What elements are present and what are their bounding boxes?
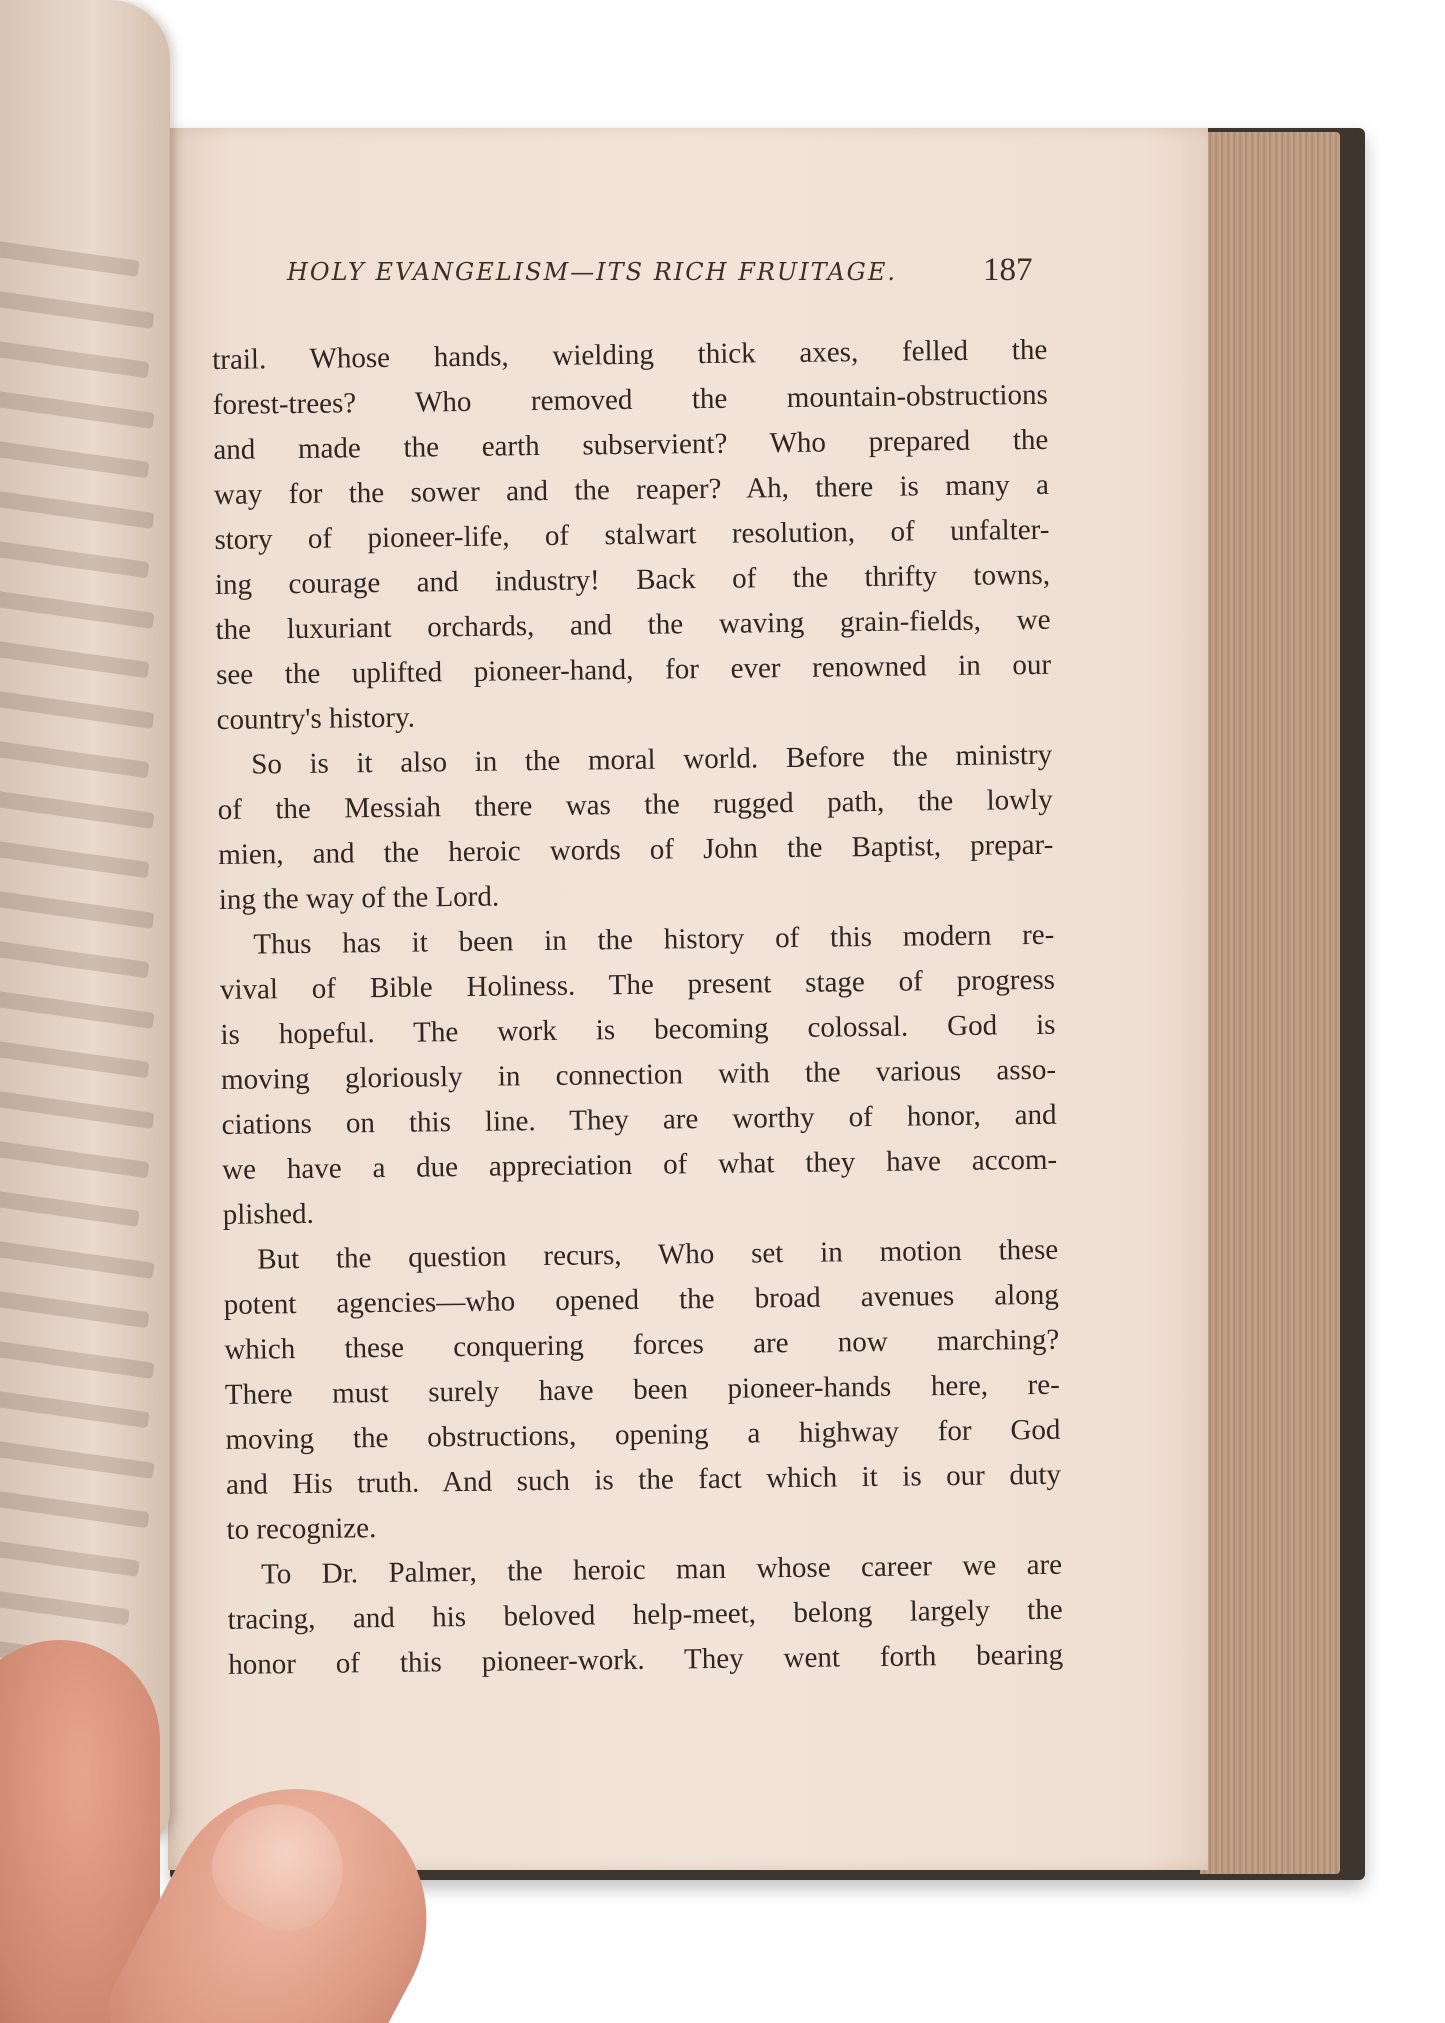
- ghost-text-line: [0, 790, 155, 829]
- text-line: Thus has it been in the history of this modern re-: [253, 918, 1055, 961]
- ghost-text-line: [0, 1090, 155, 1129]
- text-line: tracing, and his beloved help-meet, belong largely the: [227, 1593, 1063, 1636]
- text-line: So is it also in the moral world. Before the ministry: [251, 738, 1053, 781]
- text-line: mien, and the heroic words of John the Baptist, prepar-: [218, 828, 1054, 871]
- text-line: forest-trees? Who removed the mountain-obstructions: [212, 378, 1048, 421]
- text-line: way for the sower and the reaper? Ah, there is many a: [213, 468, 1050, 511]
- ghost-text-line: [0, 1240, 155, 1279]
- ghost-text-line: [0, 340, 150, 378]
- text-line: country's history.: [216, 701, 416, 736]
- ghost-text-line: [0, 1190, 140, 1227]
- text-line: But the question recurs, Who set in motion these: [257, 1233, 1059, 1276]
- text-line: vival of Bible Holiness. The present stage of progress: [219, 963, 1056, 1006]
- ghost-text-line: [0, 690, 155, 729]
- ghost-text-line: [0, 1340, 155, 1379]
- page-number: 187: [983, 252, 1033, 288]
- text-line: to recognize.: [226, 1512, 377, 1546]
- text-line: plished.: [222, 1197, 314, 1231]
- ghost-text-line: [0, 390, 155, 429]
- ghost-text-line: [0, 290, 155, 329]
- ghost-text-line: [0, 1290, 150, 1328]
- ghost-text-line: [0, 1540, 140, 1577]
- text-line: ing courage and industry! Back of the thrifty towns,: [214, 558, 1051, 601]
- text-line: ing the way of the Lord.: [218, 880, 500, 916]
- text-line: is hopeful. The work is becoming colossal. God is: [220, 1008, 1056, 1051]
- ghost-text-line: [0, 540, 150, 578]
- text-line: potent agencies—who opened the broad avenues along: [223, 1278, 1059, 1321]
- ghost-text-line: [0, 590, 155, 629]
- text-line: moving the obstructions, opening a highway for God: [225, 1413, 1061, 1456]
- text-line: moving gloriously in connection with the various asso-: [220, 1053, 1057, 1096]
- ghost-text-line: [0, 990, 155, 1029]
- ghost-text-line: [0, 890, 155, 929]
- ghost-text-line: [0, 1140, 150, 1178]
- text-line: which these conquering forces are now marching?: [224, 1323, 1060, 1366]
- ghost-text-line: [0, 840, 150, 878]
- text-line: the luxuriant orchards, and the waving grain-fields, we: [215, 603, 1051, 646]
- ghost-text-line: [0, 240, 140, 277]
- text-line: ciations on this line. They are worthy of honor, and: [221, 1098, 1057, 1141]
- text-line: honor of this pioneer-work. They went forth bearing: [228, 1638, 1064, 1681]
- ghost-text-line: [0, 640, 150, 678]
- text-line: story of pioneer-life, of stalwart resolution, of unfalter-: [214, 513, 1050, 556]
- ghost-text-line: [0, 1390, 150, 1428]
- text-line: of the Messiah there was the rugged path, the lowly: [217, 783, 1053, 826]
- ghost-text-line: [0, 1590, 130, 1625]
- running-head: HOLY EVANGELISM—ITS RICH FRUITAGE.: [287, 258, 897, 286]
- ghost-text-line: [0, 1040, 150, 1078]
- text-line: To Dr. Palmer, the heroic man whose career we are: [260, 1548, 1063, 1591]
- text-line: and made the earth subservient? Who prepared the: [213, 423, 1049, 466]
- text-line: trail. Whose hands, wielding thick axes, felled the: [212, 333, 1048, 376]
- text-line: and His truth. And such is the fact which it is our duty: [225, 1458, 1062, 1501]
- ghost-text-line: [0, 1440, 155, 1479]
- text-line: we have a due appreciation of what they have accom-: [221, 1143, 1058, 1186]
- left-page-curled: [0, 0, 170, 1850]
- ghost-text-line: [0, 940, 150, 978]
- text-line: There must surely have been pioneer-hands here, re-: [224, 1368, 1061, 1411]
- ghost-text-line: [0, 440, 150, 478]
- body-text: [212, 328, 1063, 1688]
- ghost-text-line: [0, 490, 155, 529]
- ghost-text-line: [0, 1490, 150, 1528]
- page-edges: [1200, 132, 1340, 1874]
- ghost-text-line: [0, 740, 150, 778]
- text-line: see the uplifted pioneer-hand, for ever renowned in our: [215, 648, 1052, 691]
